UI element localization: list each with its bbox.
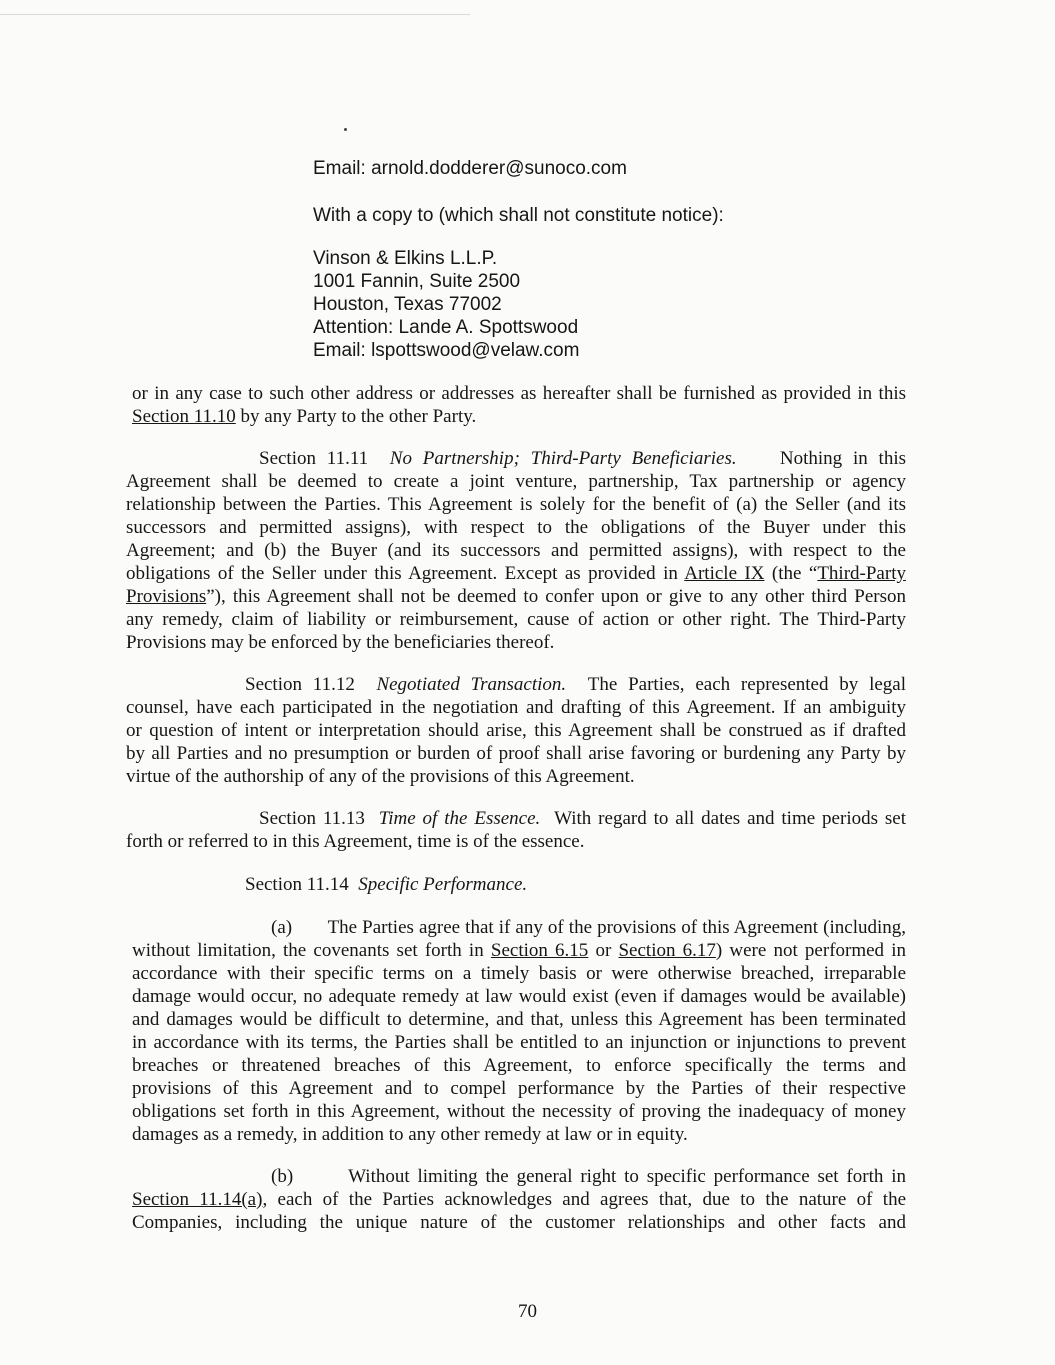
closing-line-1: or in any case to such other address or addresses as hereafter shall be furnished as provided in this [132,383,906,404]
s1112-line-5: virtue of the authorship of any of the provisions of this Agreement. [126,766,635,787]
address-attention: Attention: Lande A. Spottswood [313,317,579,338]
s1111-line-8: any remedy, claim of liability or reimbursement, cause of action or other right. The Third-Party [126,609,906,630]
notice-email-line: Email: arnold.dodderer@sunoco.com [313,158,627,179]
section-11-13-heading: Section 11.13 Time of the Essence. With regard to all dates and time periods set [259,808,906,829]
para-b-line-1: (b) Without limiting the general right to specific performance set forth in [271,1166,906,1187]
para-a-line-2: without limitation, the covenants set forth in Section 6.15 or Section 6.17) were not performed in [132,940,907,961]
section-label: Section 11.11 [259,448,369,469]
para-b-marker: (b) [271,1166,294,1187]
scan-artifact-line [0,14,470,15]
s1111-line-7: Provisions”), this Agreement shall not be deemed to confer upon or give to any other third Person [126,586,906,607]
address-email: Email: lspottswood@velaw.com [313,340,580,361]
s1111-line-6: obligations of the Seller under this Agreement. Except as provided in Article IX (the “Third-Party [126,563,906,584]
section-11-11-heading: Section 11.11 No Partnership; Third-Party Beneficiaries. Nothing in this [259,448,906,469]
para-a-line-1: (a) The Parties agree that if any of the provisions of this Agreement (including, [271,917,906,938]
para-a-line-10: damages as a remedy, in addition to any other remedy at law or in equity. [132,1124,688,1145]
section-11-10-link[interactable]: Section 11.10 [132,406,236,427]
para-a-line-3: accordance with their specific terms on a timely basis or were otherwise breached, irreparable [132,963,906,984]
section-11-14a-link[interactable]: Section 11.14(a) [132,1189,263,1210]
s1113-line-2: forth or referred to in this Agreement, time is of the essence. [126,831,585,852]
para-a-line-8: provisions of this Agreement and to compel performance by the Parties of their respective [132,1078,906,1099]
section-title: No Partnership; Third-Party Beneficiaries. [389,448,737,469]
section-title: Specific Performance. [358,874,528,895]
section-label: Section 11.12 [245,674,355,695]
para-a-line-9: obligations set forth in this Agreement, without the necessity of proving the inadequacy of money [132,1101,906,1122]
para-a-line-6: in accordance with its terms, the Parties shall be entitled to an injunction or injunctions to prevent [132,1032,906,1053]
para-a-marker: (a) [271,917,293,938]
para-a-line-4: damage would occur, no adequate remedy at law would exist (even if damages would be available) [132,986,906,1007]
address-firm: Vinson & Elkins L.L.P. [313,248,498,269]
section-6-15-link[interactable]: Section 6.15 [490,940,589,961]
s1111-line-5: Agreement; and (b) the Buyer (and its successors and permitted assigns), with respect to the [126,540,906,561]
section-6-17-link[interactable]: Section 6.17 [618,940,716,961]
section-11-14-heading [245,873,527,896]
section-label: Section 11.13 [259,808,365,829]
s1111-line-3: relationship between the Parties. This Agreement is solely for the benefit of (a) the Seller (and its [126,494,906,515]
provisions-link[interactable]: Provisions [126,586,207,607]
address-street: 1001 Fannin, Suite 2500 [313,271,521,292]
para-a-line-5: and damages would be difficult to determine, and that, unless this Agreement has been terminated [132,1009,906,1030]
scan-speck [344,128,347,131]
section-11-12-heading: Section 11.12 Negotiated Transaction. The Parties, each represented by legal [245,674,906,695]
section-title: Negotiated Transaction. [376,674,567,695]
section-title: Time of the Essence. [378,808,541,829]
s1111-line-2: Agreement shall be deemed to create a joint venture, partnership, Tax partnership or agency [126,471,906,492]
para-b-line-2: Section 11.14(a), each of the Parties acknowledges and agrees that, due to the nature of the [132,1189,907,1210]
para-b-line-3: Companies, including the unique nature of the customer relationships and other facts and [132,1212,906,1233]
third-party-provisions-link[interactable]: Third-Party [817,563,906,584]
copy-to-line: With a copy to (which shall not constitute notice): [313,205,724,226]
address-city: Houston, Texas 77002 [313,294,502,315]
section-label: Section 11.14 [245,874,349,895]
s1111-line-9: Provisions may be enforced by the beneficiaries thereof. [126,632,555,653]
s1112-line-4: by all Parties and no presumption or burden of proof shall arise favoring or burdening any Party by [126,743,906,764]
s1112-line-3: or question of intent or interpretation should arise, this Agreement shall be construed as if drafted [126,720,906,741]
article-ix-link[interactable]: Article IX [684,563,765,584]
s1112-line-2: counsel, have each participated in the negotiation and drafting of this Agreement. If an ambiguity [126,697,906,718]
s1111-line-4: successors and permitted assigns), with respect to the obligations of the Buyer under this [126,517,906,538]
page-number: 70 [518,1301,537,1322]
closing-line-2: Section 11.10 by any Party to the other Party. [132,406,477,427]
para-a-line-7: breaches or threatened breaches of this Agreement, to enforce specifically the terms and [132,1055,906,1076]
